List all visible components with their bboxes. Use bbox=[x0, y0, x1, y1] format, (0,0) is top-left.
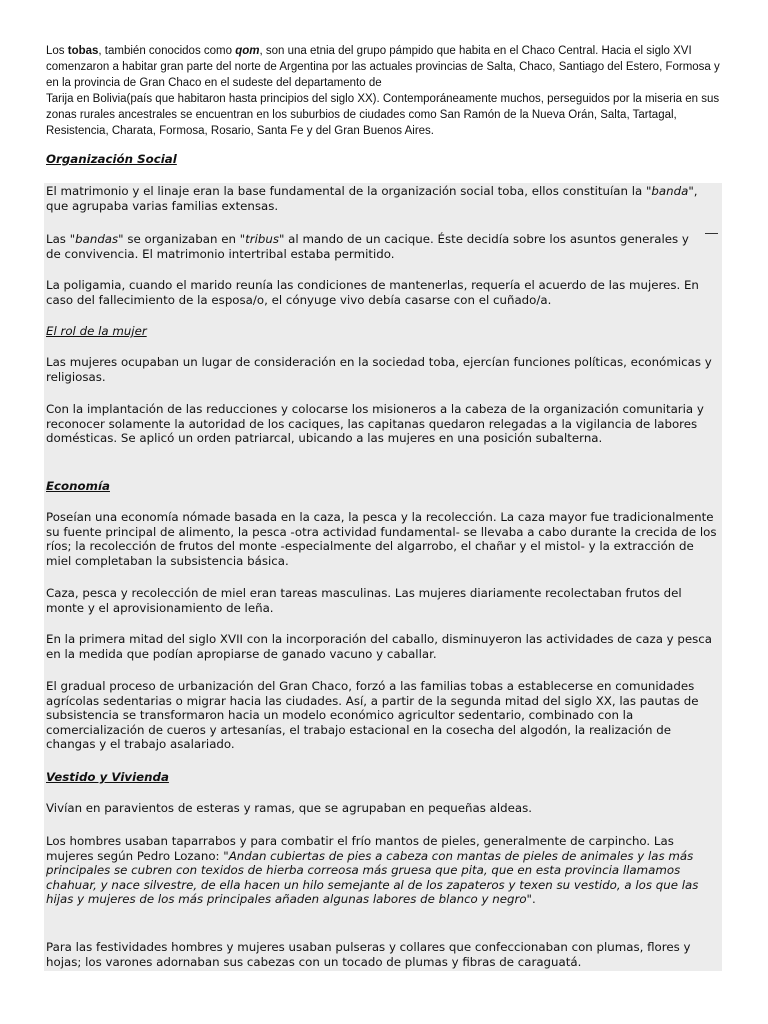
text-run: ". bbox=[526, 892, 536, 906]
text-run: , que agrupaba varias familias extensas. bbox=[46, 184, 698, 213]
paragraph-paravientos: Vivían en paravientos de esteras y ramas, que se agrupaban en pequeñas aldeas. bbox=[46, 801, 533, 815]
paragraph-mujeres: Las mujeres ocupaban un lugar de consideración en la sociedad toba, ejercían funciones políticas, económicas y religiosas. bbox=[46, 355, 712, 384]
intro-paragraph bbox=[46, 43, 726, 139]
paragraph-festividades: Para las festividades hombres y mujeres usaban pulseras y collares que confeccionaban con plumas, flores y hojas; los varones adornaban sus cabezas con un tocado de plumas y fibras de caraguatá. bbox=[46, 940, 691, 969]
paragraph-urbanizacion: El gradual proceso de urbanización del Gran Chaco, forzó a las familias tobas a establecerse en comunidades agrícolas sedentarias o migrar hacia las ciudades. Así, a partir de la segunda mitad del siglo XX, las pautas de subsistencia se transformaron hacia un modelo económico agricultor sedentario, combinado con la comercialización de cueros y artesanías, el trabajo estacional en la cosecha del algodón, la realización de changas y el trabajo asalariado. bbox=[46, 679, 699, 751]
paragraph-economia-nomade: Poseían una economía nómade basada en la caza, la pesca y la recolección. La caza mayor fue tradicionalmente su fuente principal de alimento, la pesca -otra actividad fundamental- se llevaba a cabo durante la crecida de los ríos; la recolección de frutos del monte -especialmente del algarrobo, el chañar y el mistol- y la extracción de miel completaban la subsistencia básica. bbox=[46, 510, 717, 568]
section-title-vestido: Vestido y Vivienda bbox=[46, 770, 169, 784]
intro-run: , también conocidos como bbox=[98, 45, 236, 57]
text-run: El matrimonio y el linaje eran la base fundamental de la organización social toba, ellos constituían la bbox=[46, 184, 646, 198]
paragraph-caballo: En la primera mitad del siglo XVII con la incorporación del caballo, disminuyeron las actividades de caza y pesca en la medida que podían apropiarse de ganado vacuno y caballar. bbox=[46, 632, 713, 661]
paragraph-poligamia: La poligamia, cuando el marido reunía las condiciones de mantenerlas, requería el acuerdo de las mujeres. En caso del fallecimiento de la esposa/o, el cónyuge vivo debía casarse con el cuñado/a. bbox=[46, 278, 699, 307]
text-run: Las bbox=[46, 232, 70, 246]
intro-run: Los bbox=[46, 45, 68, 57]
text-run: se organizaban en bbox=[123, 232, 240, 246]
text-run-italic: "banda" bbox=[645, 184, 694, 198]
text-run: al mando de un cacique. Éste decidía sobre los asuntos generales y de convivencia. El matrimonio intertribal estaba permitido. bbox=[46, 232, 689, 261]
divider-mark bbox=[705, 233, 718, 235]
paragraph-bandas bbox=[46, 232, 696, 261]
paragraph-reducciones: Con la implantación de las reducciones y colocarse los misioneros a la cabeza de la organización comunitaria y reconocer solamente la autoridad de los caciques, las capitanas quedaron relegadas a la vigilancia de labores domésticas. Se aplicó un orden patriarcal, ubicando a las mujeres en una posición subalterna. bbox=[46, 402, 704, 445]
text-run-italic: "tribus" bbox=[239, 232, 285, 246]
quote-pedro-lozano: "Andan cubiertas de pies a cabeza con mantas de pieles de animales y las más principales se cubren con texidos de hierba correosa más gruesa que pita, que en esta provincia llamamos chahuar, y nace silvestre, de ella hacen un hilo semejante al de los zapateros y texen su vestido, a los que las hijas y mujeres de los más principales añaden algunas labores de blanco y negro bbox=[46, 848, 699, 906]
text-run: Los hombres usaban taparrabos y para combatir el frío mantos de pieles, generalmente de carpincho. Las mujeres según Pedro Lozano: bbox=[46, 834, 674, 863]
intro-run: Tarija en Bolivia(país que habitaron hasta principios del siglo XX). Contemporáneamente muchos, perseguidos por la miseria en sus zonas rurales ancestrales se encuentran en los suburbios de ciudades como San Ramón de la Nueva Orán, Salta, Tartagal, Resistencia, Charata, Formosa, Rosario, Santa Fe y del Gran Buenos Aires. bbox=[46, 93, 720, 137]
intro-term-tobas: tobas bbox=[67, 45, 99, 57]
paragraph-vestimenta bbox=[46, 834, 720, 907]
paragraph-matrimonio bbox=[46, 184, 720, 213]
intro-text bbox=[46, 43, 726, 139]
section-title-economia: Economía bbox=[46, 479, 110, 493]
section-title-rol-mujer: El rol de la mujer bbox=[46, 324, 147, 338]
intro-run: , son una etnia del grupo pámpido que habita en el Chaco Central. Hacia el siglo XVI comenzaron a habitar gran parte del norte de Argentina por las actuales provincias de Salta, Chaco, Santiago del Estero, Formosa y en la provincia de Gran Chaco en el sudeste del departamento de bbox=[46, 45, 720, 89]
intro-term-qom: qom bbox=[235, 45, 260, 57]
paragraph-tareas: Caza, pesca y recolección de miel eran tareas masculinas. Las mujeres diariamente recolectaban frutos del monte y el aprovisionamiento de leña. bbox=[46, 586, 682, 615]
section-title-organizacion: Organización Social bbox=[46, 152, 177, 166]
text-run-italic: "bandas" bbox=[69, 232, 124, 246]
